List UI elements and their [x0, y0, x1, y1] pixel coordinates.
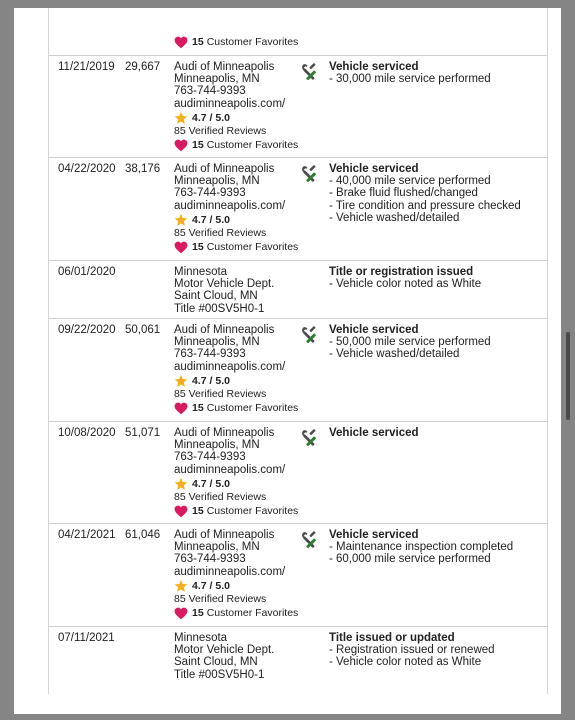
source-line: Audi of Minneapolis	[174, 61, 275, 73]
record-details	[329, 61, 544, 85]
rating	[174, 111, 334, 125]
favorites-count: 15	[192, 35, 204, 48]
record-date: 07/11/2021	[58, 632, 115, 644]
source-line: Minnesota	[174, 266, 228, 278]
rating-value: 4.7 / 5.0	[192, 213, 230, 226]
verified-reviews: 85 Verified Reviews	[174, 387, 267, 400]
record-details	[329, 266, 544, 290]
heart-icon	[174, 36, 188, 49]
source-line: audiminneapolis.com/	[174, 199, 286, 212]
rating	[174, 213, 334, 227]
record-details	[329, 427, 544, 439]
verified-reviews: 85 Verified Reviews	[174, 592, 267, 605]
record-date: 06/01/2020	[58, 266, 116, 278]
detail-line: - 50,000 mile service performed	[329, 336, 491, 349]
source-line: 763-744-9393	[174, 85, 246, 98]
table-row	[49, 421, 547, 524]
record-details	[329, 529, 544, 566]
source-line: 763-744-9393	[174, 187, 246, 200]
star-icon	[174, 374, 188, 388]
source-line: Motor Vehicle Dept.	[174, 278, 275, 291]
report-page	[14, 8, 561, 714]
favorites-label: Customer Favorites	[206, 35, 299, 48]
favorites-label: Customer Favorites	[206, 606, 299, 619]
table-row	[49, 626, 547, 694]
record-date: 04/22/2020	[58, 163, 116, 175]
source-line: Saint Cloud, MN	[174, 656, 258, 669]
record-title: Title issued or updated	[329, 632, 455, 644]
detail-line: - 60,000 mile service performed	[329, 553, 491, 566]
favorites-label: Customer Favorites	[206, 504, 299, 517]
favorites-count: 15	[192, 138, 204, 151]
favorites-count: 15	[192, 606, 204, 619]
record-details	[329, 324, 544, 361]
history-table	[48, 8, 548, 694]
record-title: Vehicle serviced	[329, 529, 419, 541]
source-line: Minneapolis, MN	[174, 541, 260, 554]
source-line: Audi of Minneapolis	[174, 163, 275, 175]
record-title: Title or registration issued	[329, 266, 474, 278]
source-line: Audi of Minneapolis	[174, 427, 275, 439]
source-line: Audi of Minneapolis	[174, 324, 275, 336]
record-source	[174, 632, 334, 681]
detail-line: - Tire condition and pressure checked	[329, 199, 521, 212]
rating-value: 4.7 / 5.0	[192, 477, 230, 490]
heart-icon	[174, 607, 188, 620]
star-icon	[174, 477, 188, 491]
source-line: 763-744-9393	[174, 451, 246, 464]
record-title: Vehicle serviced	[329, 324, 419, 336]
record-title: Vehicle serviced	[329, 163, 419, 175]
detail-line: - Vehicle washed/detailed	[329, 348, 460, 361]
table-row	[49, 260, 547, 319]
rating	[174, 477, 334, 491]
favorites-label: Customer Favorites	[206, 401, 299, 414]
detail-line: - Vehicle color noted as White	[329, 278, 482, 291]
favorites-count: 15	[192, 240, 204, 253]
detail-line: - Vehicle color noted as White	[329, 656, 482, 669]
source-line: Saint Cloud, MN	[174, 290, 258, 303]
wrench-screwdriver-icon	[300, 428, 320, 448]
rating-value: 4.7 / 5.0	[192, 579, 230, 592]
source-line: Minneapolis, MN	[174, 336, 260, 349]
record-date: 10/08/2020	[58, 427, 116, 439]
favorites-partial	[174, 34, 334, 49]
record-mileage: 29,667	[125, 61, 161, 73]
record-date: 09/22/2020	[58, 324, 116, 336]
source-line: audiminneapolis.com/	[174, 97, 286, 110]
table-row	[49, 55, 547, 158]
source-line: Minneapolis, MN	[174, 73, 260, 86]
record-mileage: 51,071	[125, 427, 161, 439]
source-line: Audi of Minneapolis	[174, 529, 275, 541]
detail-line: - Maintenance inspection completed	[329, 541, 514, 554]
star-icon	[174, 111, 188, 125]
favorites-label: Customer Favorites	[206, 138, 299, 151]
wrench-screwdriver-icon	[300, 325, 320, 345]
customer-favorites	[174, 138, 334, 152]
source-line: Title #00SV5H0-1	[174, 668, 265, 681]
star-icon	[174, 213, 188, 227]
table-row	[49, 157, 547, 261]
heart-icon	[174, 139, 188, 152]
wrench-screwdriver-icon	[300, 530, 320, 550]
record-title: Vehicle serviced	[329, 61, 419, 73]
detail-line: - Registration issued or renewed	[329, 644, 495, 657]
heart-icon	[174, 402, 188, 415]
source-line: 763-744-9393	[174, 553, 246, 566]
source-line: Title #00SV5H0-1	[174, 302, 265, 315]
favorites-count: 15	[192, 504, 204, 517]
detail-line: - 40,000 mile service performed	[329, 175, 491, 188]
scrollbar[interactable]	[566, 332, 570, 420]
rating-value: 4.7 / 5.0	[192, 111, 230, 124]
wrench-screwdriver-icon	[300, 62, 320, 82]
verified-reviews: 85 Verified Reviews	[174, 490, 267, 503]
record-date: 11/21/2019	[58, 61, 115, 73]
source-line: audiminneapolis.com/	[174, 565, 286, 578]
favorites-count: 15	[192, 401, 204, 414]
verified-reviews: 85 Verified Reviews	[174, 226, 267, 239]
wrench-screwdriver-icon	[300, 164, 320, 184]
rating	[174, 579, 334, 593]
customer-favorites	[174, 504, 334, 518]
heart-icon	[174, 505, 188, 518]
record-mileage: 50,061	[125, 324, 161, 336]
customer-favorites	[174, 401, 334, 415]
record-details	[329, 632, 544, 669]
record-source	[174, 266, 334, 315]
favorites-label: Customer Favorites	[206, 240, 299, 253]
verified-reviews: 85 Verified Reviews	[174, 124, 267, 137]
record-date: 04/21/2021	[58, 529, 116, 541]
table-row	[49, 318, 547, 422]
record-title: Vehicle serviced	[329, 427, 419, 439]
detail-line: - Vehicle washed/detailed	[329, 211, 460, 224]
heart-icon	[174, 241, 188, 254]
source-line: audiminneapolis.com/	[174, 463, 286, 476]
source-line: 763-744-9393	[174, 348, 246, 361]
customer-favorites	[174, 606, 334, 620]
customer-favorites	[174, 35, 334, 49]
source-line: Minnesota	[174, 632, 228, 644]
table-row	[49, 523, 547, 627]
record-mileage: 38,176	[125, 163, 161, 175]
source-line: Minneapolis, MN	[174, 175, 260, 188]
detail-line: - Brake fluid flushed/changed	[329, 187, 478, 200]
record-mileage: 61,046	[125, 529, 161, 541]
detail-line: - 30,000 mile service performed	[329, 73, 491, 86]
source-line: Motor Vehicle Dept.	[174, 644, 275, 657]
record-details	[329, 163, 544, 224]
source-line: audiminneapolis.com/	[174, 360, 286, 373]
partial-row	[49, 8, 547, 56]
star-icon	[174, 579, 188, 593]
source-line: Minneapolis, MN	[174, 439, 260, 452]
rating	[174, 374, 334, 388]
rating-value: 4.7 / 5.0	[192, 374, 230, 387]
customer-favorites	[174, 240, 334, 254]
